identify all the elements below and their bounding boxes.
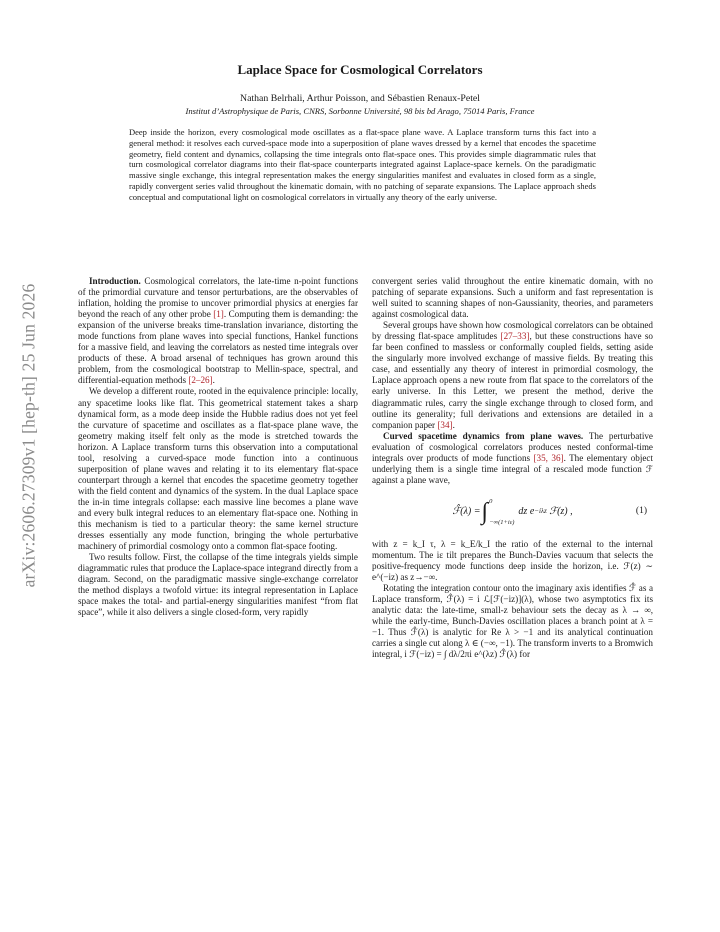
body-paragraph: Rotating the integration contour onto the imaginary axis identifies ℱ̂ as a Laplace transform, ℱ̂(λ) = i ℒ[ℱ(−iz)](λ), whose two asymptotics fix its analytic data: the late-time, small-z behaviour sets the decay as λ → ∞, while the early-time, Bunch-Davies oscillation places a branch point at λ = −1. Thus ℱ̂(λ) is analytic for Re λ > −1 and its analytical continuation carries a single cut along λ ∈ (−∞, −1). The transform inverts to a Bromwich integral, i ℱ(−iz) = ∫ dλ/2πi e^(λz) ℱ̂(λ) for [372,583,653,660]
body-paragraph: Several groups have shown how cosmological correlators can be obtained by dressing flat-space amplitudes [27–33], but these constructions have so far been confined to massless or conformally coupled fields, setting aside the singularly more involved exchange of massive fields. By treating this case, and essentially any theory of interest in primordial cosmology, the Laplace approach opens a new route from flat space to the correlators of the early universe. In this Letter, we present the method, derive the diagrammatic rules, carry the single exchange through to closed form, and outline its generality; full derivations and extensions are detailed in a companion paper [34]. [372,320,653,430]
citation-link[interactable]: [35, 36] [533,452,564,463]
paper-title: Laplace Space for Cosmological Correlators [237,62,483,77]
left-column [78,276,358,896]
integral-upper-limit: 0 [489,497,493,505]
citation-link[interactable]: [27–33] [500,331,530,342]
author-list: Nathan Belrhali, Arthur Poisson, and Sébastien Renaux-Petel [240,93,480,104]
equation-1: ℱ̂(λ) = ∫ 0 −∞(1+iε) dz e −iλz ℱ(z) , (1) [372,489,653,535]
section-heading-introduction: Introduction. [89,276,141,286]
body-paragraph: convergent series valid throughout the entire kinematic domain, with no patching of separate expansions. Such a uniform and fast representation is well suited to scanning shapes of non-Gaussianity, theories, and parameters against cosmological data. [372,276,653,320]
integral-sign: ∫ 0 −∞(1+iε) [480,496,518,528]
citation-link[interactable]: [1] [213,309,224,320]
integral-lower-limit: −∞(1+iε) [489,518,515,526]
arxiv-sidebar-stamp [6,205,52,665]
body-paragraph: with z = k_I τ, λ = k_E/k_I the ratio of the external to the internal momentum. The iε tilt prepares the Bunch-Davies vacuum that selects the positive-frequency mode functions deep inside the horizon, i.e. ℱ(z) ∼ e^(−iz) as z→−∞. [372,538,653,583]
arxiv-id[interactable]: arXiv:2606.27309v1 [hep-th] 25 Jun 2026 [18,283,39,587]
citation-link[interactable]: [34] [437,419,453,430]
equation-number: (1) [635,506,647,517]
intro-paragraph: Introduction. Cosmological correlators, the late-time n-point functions of the primordial curvature and tensor perturbations, are the observables of inflation, holding the promise to uncover primordial physics at energies far beyond the reach of any other probe [1]. Computing them is demanding: the expansion of the universe breaks time-translation invariance, distorting the mode functions from plane waves into special functions, Hankel functions for a massive field, and leaving the correlators as nested time integrals over products of these. A broad arsenal of techniques has grown around this problem, from the cosmological bootstrap to Mellin-space, spectral, and differential-equation methods [2–26]. [78,276,358,386]
citation-link[interactable]: [2–26] [188,375,213,386]
right-column [372,276,653,896]
body-paragraph: We develop a different route, rooted in the equivalence principle: locally, any spacetime looks like flat. This geometrical statement takes a sharp dynamical form, as a mode deep inside the Hubble radius does not yet feel the curvature of spacetime and oscillates as a flat-space plane wave, the geometry making itself felt only as the mode is stretched towards the horizon. A Laplace transform turns this observation into a computational tool, resolving a curved-space mode function into a continuous superposition of plane waves and relating it to its elementary flat-space counterpart through a kernel that encodes the spacetime geometry together with the field content and dynamics of the system. In the dual Laplace space the in-in time integrals collapse: each massive line becomes a plane wave and every bulk integral reduces to an elementary flat-space one. Nothing in this mechanism is tied to a particular theory: the same kernel structure dresses essentially any mode function, bringing the whole perturbative machinery of primordial cosmology onto a common flat-space footing. [78,386,358,552]
affiliation: Institut d’Astrophysique de Paris, CNRS, Sorbonne Université, 98 bis bd Arago, 75014 Paris, France [185,106,535,116]
section-heading-curved-spacetime: Curved spacetime dynamics from plane waves. [383,430,584,441]
section-paragraph: Curved spacetime dynamics from plane waves. The perturbative evaluation of cosmological correlators produces nested conformal-time integrals over products of mode functions [35, 36]. The elementary object underlying them is a single time integral of a rescaled mode function ℱ against a plane wave, [372,430,653,485]
body-paragraph: Two results follow. First, the collapse of the time integrals yields simple diagrammatic rules that produce the Laplace-space integrand directly from a diagram. Second, on the paradigmatic massive single-exchange correlator the method displays a twofold virtue: its integral representation in Laplace space makes the total- and partial-energy singularities manifest “from flat space”, while it also delivers a single closed-form, very rapidly [78,552,358,618]
abstract: Deep inside the horizon, every cosmological mode oscillates as a flat-space plane wave. A Laplace transform turns this fact into a general method: it resolves each curved-space mode into a superposition of plane waves dressed by a kernel that encodes the spacetime geometry, field content and dynamics, collapsing the time integrals onto flat-space ones. This provides simple diagrammatic rules that turn cosmological correlator diagrams into their flat-space counterparts integrated against Laplace-space kernels. On the paradigmatic massive single exchange, this integral representation makes the energy singularities manifest and evaluates in closed form as a single, rapidly convergent series valid throughout the kinematic domain, with no patching of separate expansions. The Laplace approach sheds conceptual and computational light on cosmological correlators in virtually any theory of the early universe. [129,127,596,202]
